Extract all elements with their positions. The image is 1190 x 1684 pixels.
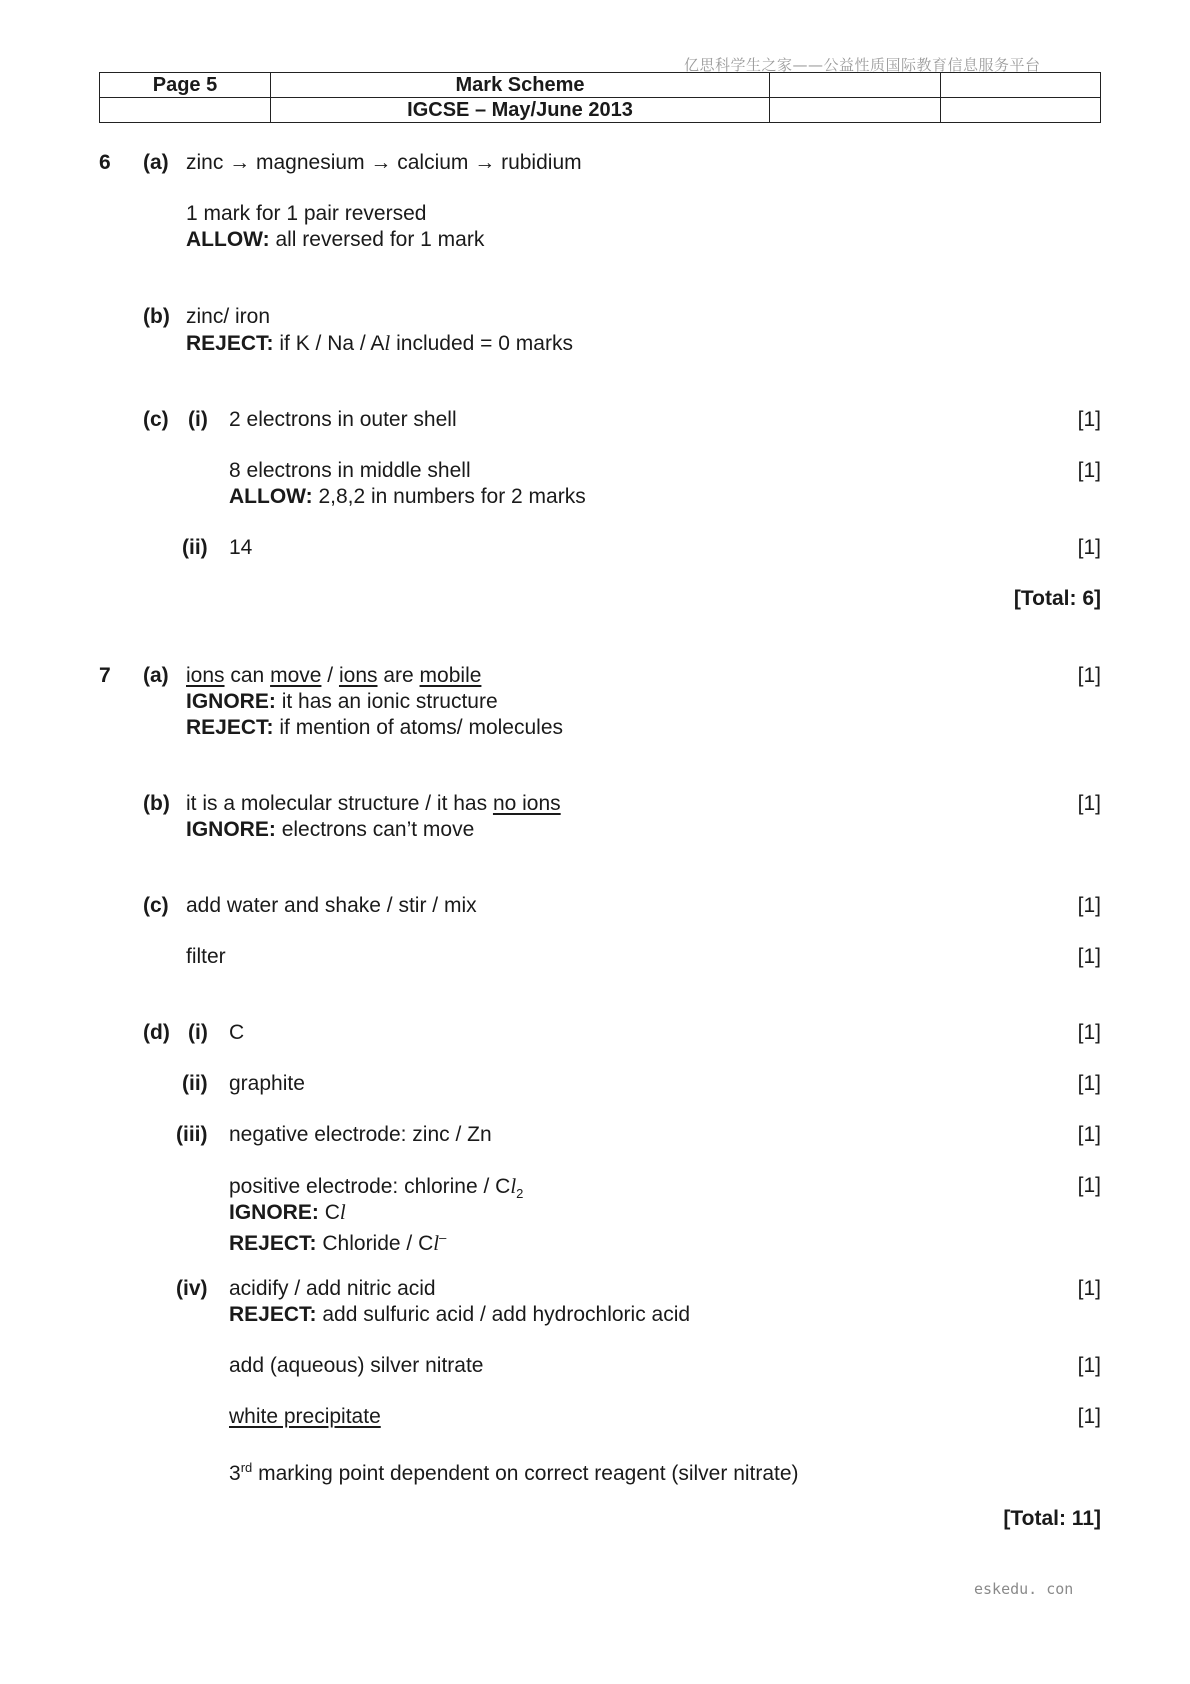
q7a-ignore (186, 689, 498, 715)
reject-text-pre: if K / Na / A (279, 332, 385, 355)
q7b-ignore (186, 817, 474, 843)
q6ci-mark-1: [1] (1077, 408, 1101, 431)
q7b-label: (b) (143, 792, 170, 815)
q7di-answer: C (229, 1021, 245, 1044)
reject-superscript: – (439, 1230, 447, 1245)
watermark-top: 亿思科学生之家——公益性质国际教育信息服务平台 (684, 56, 1041, 74)
question-6-number: 6 (99, 151, 111, 174)
q7c-mark-2: [1] (1077, 945, 1101, 968)
q7a-label: (a) (143, 664, 169, 687)
q6b-reject (186, 330, 573, 357)
answer-subscript: 2 (516, 1186, 524, 1202)
header-empty-1 (770, 73, 941, 98)
note-number: 3 (229, 1462, 241, 1485)
q7div-mark-2: [1] (1077, 1354, 1101, 1377)
q6c-label: (c) (143, 408, 169, 431)
answer-l: l (510, 1174, 517, 1198)
q6a-label: (a) (143, 151, 169, 174)
q7c-label: (c) (143, 894, 169, 917)
note-ordinal: rd (240, 1460, 253, 1475)
w-ions-2: ions (338, 664, 378, 687)
ignore-text: electrons can’t move (281, 818, 475, 841)
q7div-answer-3: white precipitate (229, 1405, 381, 1428)
ignore-keyword: IGNORE: (186, 818, 276, 841)
ignore-c: C (324, 1201, 340, 1224)
q6b-answer: zinc/ iron (186, 305, 271, 328)
q6ci-mark-2: [1] (1077, 459, 1101, 482)
ignore-text: it has an ionic structure (281, 690, 498, 713)
w-mobile: mobile (419, 664, 482, 687)
reject-l: l (433, 1231, 440, 1255)
page-number: Page 5 (100, 73, 271, 98)
q6ci-allow (229, 484, 586, 510)
reject-keyword: REJECT: (229, 1303, 317, 1326)
q7div-answer-1: acidify / add nitric acid (229, 1277, 436, 1300)
q7d-label: (d) (143, 1021, 170, 1044)
allow-text: 2,8,2 in numbers for 2 marks (318, 485, 586, 508)
reject-keyword: REJECT: (229, 1232, 317, 1255)
header-syllabus: IGCSE – May/June 2013 (271, 98, 770, 123)
header-title: Mark Scheme (271, 73, 770, 98)
q7dii-mark: [1] (1077, 1072, 1101, 1095)
reject-text-l: l (384, 331, 391, 355)
q7div-mark-1: [1] (1077, 1277, 1101, 1300)
watermark-bottom: eskedu. con (974, 1580, 1074, 1598)
q6a-note: 1 mark for 1 pair reversed (186, 202, 427, 225)
header-table (99, 72, 1101, 123)
ignore-l: l (339, 1200, 346, 1224)
q6ci-label: (i) (188, 408, 208, 431)
q7div-note (229, 1455, 799, 1487)
q7b-mark: [1] (1077, 792, 1101, 815)
note-text: marking point dependent on correct reagent (silver nitrate) (258, 1462, 799, 1485)
header-empty-2 (941, 73, 1101, 98)
q7b-answer-text: it is a molecular structure / it has (186, 792, 488, 815)
q7diii-mark-1: [1] (1077, 1123, 1101, 1146)
q6-total: [Total: 6] (1013, 587, 1101, 610)
w-slash: / (327, 664, 334, 687)
answer-text: positive electrode: chlorine / C (229, 1175, 511, 1198)
q7div-reject (229, 1302, 690, 1328)
header-empty-5 (941, 98, 1101, 123)
q7c-answer-2: filter (186, 945, 226, 968)
header-empty-4 (770, 98, 941, 123)
q6a-answer: zinc → magnesium → calcium → rubidium (186, 151, 582, 174)
allow-text: all reversed for 1 mark (275, 228, 485, 251)
q7diii-label: (iii) (176, 1123, 208, 1146)
q7a-mark: [1] (1077, 664, 1101, 687)
header-empty-3 (100, 98, 271, 123)
q6ci-answer-2: 8 electrons in middle shell (229, 459, 471, 482)
q7dii-answer: graphite (229, 1072, 305, 1095)
question-7-number: 7 (99, 664, 111, 687)
q7-total: [Total: 11] (1003, 1507, 1101, 1530)
reject-text-post: included = 0 marks (396, 332, 573, 355)
q7di-label: (i) (188, 1021, 208, 1044)
q6cii-mark: [1] (1077, 536, 1101, 559)
w-ions: ions (186, 664, 225, 687)
q7div-mark-3: [1] (1077, 1405, 1101, 1428)
q6b-label: (b) (143, 305, 170, 328)
q7diii-mark-2: [1] (1077, 1174, 1101, 1197)
q7diii-ignore (229, 1199, 346, 1226)
w-can: can (230, 664, 265, 687)
w-move: move (270, 664, 322, 687)
q7div-label: (iv) (176, 1277, 208, 1300)
q7div-answer-2: add (aqueous) silver nitrate (229, 1354, 484, 1377)
q7diii-answer-1: negative electrode: zinc / Zn (229, 1123, 492, 1146)
q7a-answer (186, 663, 481, 689)
q6a-allow (186, 227, 484, 253)
q7c-answer-1: add water and shake / stir / mix (186, 894, 477, 917)
q6cii-label: (ii) (182, 536, 208, 559)
reject-text: add sulfuric acid / add hydrochloric acid (322, 1303, 691, 1326)
allow-keyword: ALLOW: (229, 485, 313, 508)
q6ci-answer-1: 2 electrons in outer shell (229, 408, 457, 431)
q7c-mark-1: [1] (1077, 894, 1101, 917)
q7diii-reject (229, 1225, 446, 1257)
q7dii-label: (ii) (182, 1072, 208, 1095)
reject-keyword: REJECT: (186, 716, 274, 739)
w-are: are (383, 664, 414, 687)
ignore-keyword: IGNORE: (229, 1201, 319, 1224)
ignore-keyword: IGNORE: (186, 690, 276, 713)
q7b-answer-underlined: no ions (492, 792, 561, 815)
reject-keyword: REJECT: (186, 332, 274, 355)
reject-text: Chloride / C (322, 1232, 434, 1255)
q7b-answer (186, 791, 561, 817)
q7di-mark: [1] (1077, 1021, 1101, 1044)
q6cii-answer: 14 (229, 536, 253, 559)
q7a-reject (186, 715, 563, 741)
allow-keyword: ALLOW: (186, 228, 270, 251)
reject-text: if mention of atoms/ molecules (279, 716, 563, 739)
